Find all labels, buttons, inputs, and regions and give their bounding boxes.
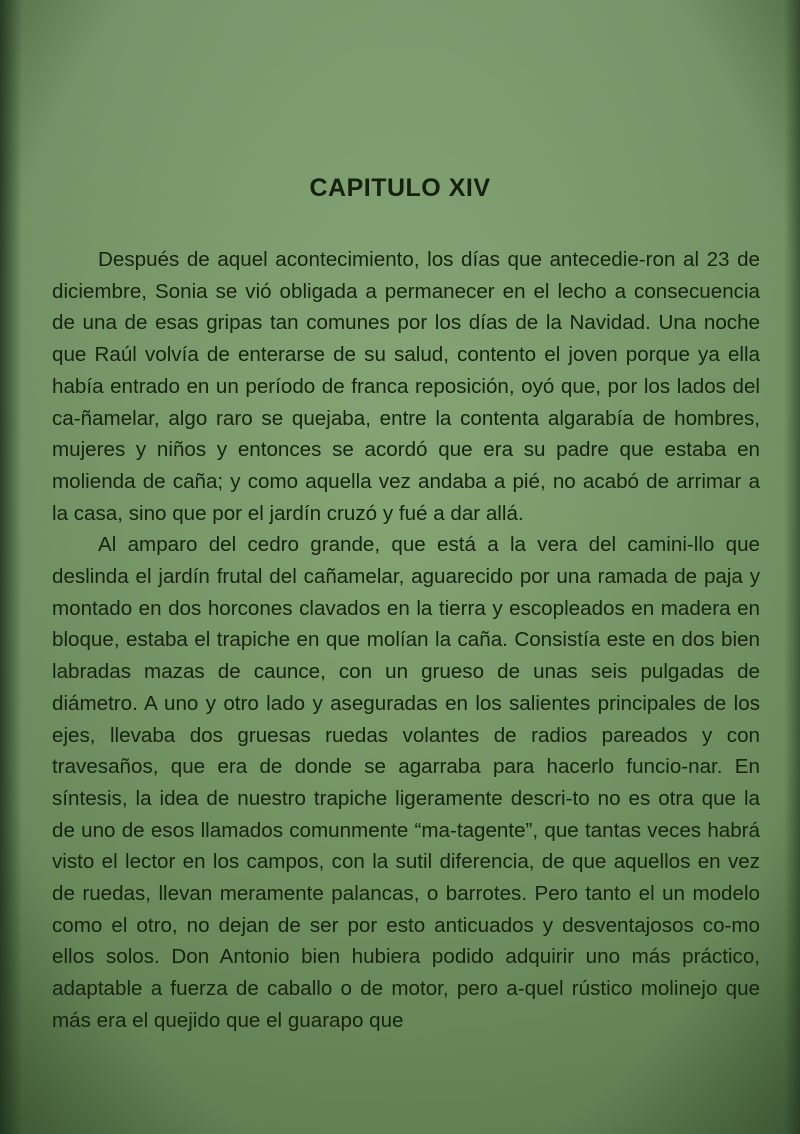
chapter-title: CAPITULO XIV bbox=[309, 174, 491, 202]
page-shadow-right bbox=[784, 0, 800, 1134]
paragraph-1: Después de aquel acontecimiento, los días que antecedie-ron al 23 de diciembre, Sonia se vió obligada a permanecer en el lecho a consecuencia de una de esas gripas tan comunes por los días de la Navidad. Una noche que Raúl volvía de enterarse de su salud, contento el joven porque ya ella había entrado en un período de franca reposición, oyó que, por los lados del ca-ñamelar, algo raro se quejaba, entre la contenta algarabía de hombres, mujeres y niños y entonces se acordó que era su padre que estaba en molienda de caña; y como aquella vez andaba a pié, no acabó de arrimar a la casa, sino que por el jardín cruzó y fué a dar allá. bbox=[52, 248, 760, 525]
page-shadow-left bbox=[0, 0, 22, 1134]
chapter-body bbox=[52, 244, 760, 1037]
paragraph-2: Al amparo del cedro grande, que está a la vera del camini-llo que deslinda el jardín frutal del cañamelar, aguarecido por una ramada de paja y montado en dos horcones clavados en la tierra y escopleados en madera en bloque, estaba el trapiche en que molían la caña. Consistía este en dos bien labradas mazas de caunce, con un grueso de unas seis pulgadas de diámetro. A uno y otro lado y aseguradas en los salientes principales de los ejes, llevaba dos gruesas ruedas volantes de radios pareados y con travesaños, que era de donde se agarraba para hacerlo funcio-nar. En síntesis, la idea de nuestro trapiche ligeramente descri-to no es otra que la de uno de esos llamados comunmente “ma-tagente”, que tantas veces habrá visto el lector en los campos, con la sutil diferencia, de que aquellos en vez de ruedas, llevan meramente palancas, o barrotes. Pero tanto el un modelo como el otro, no dejan de ser por esto anticuados y desventajosos co-mo ellos solos. Don Antonio bien hubiera podido adquirir uno más práctico, adaptable a fuerza de caballo o de motor, pero a-quel rústico molinejo que más era el quejido que el guarapo que bbox=[52, 533, 760, 1032]
